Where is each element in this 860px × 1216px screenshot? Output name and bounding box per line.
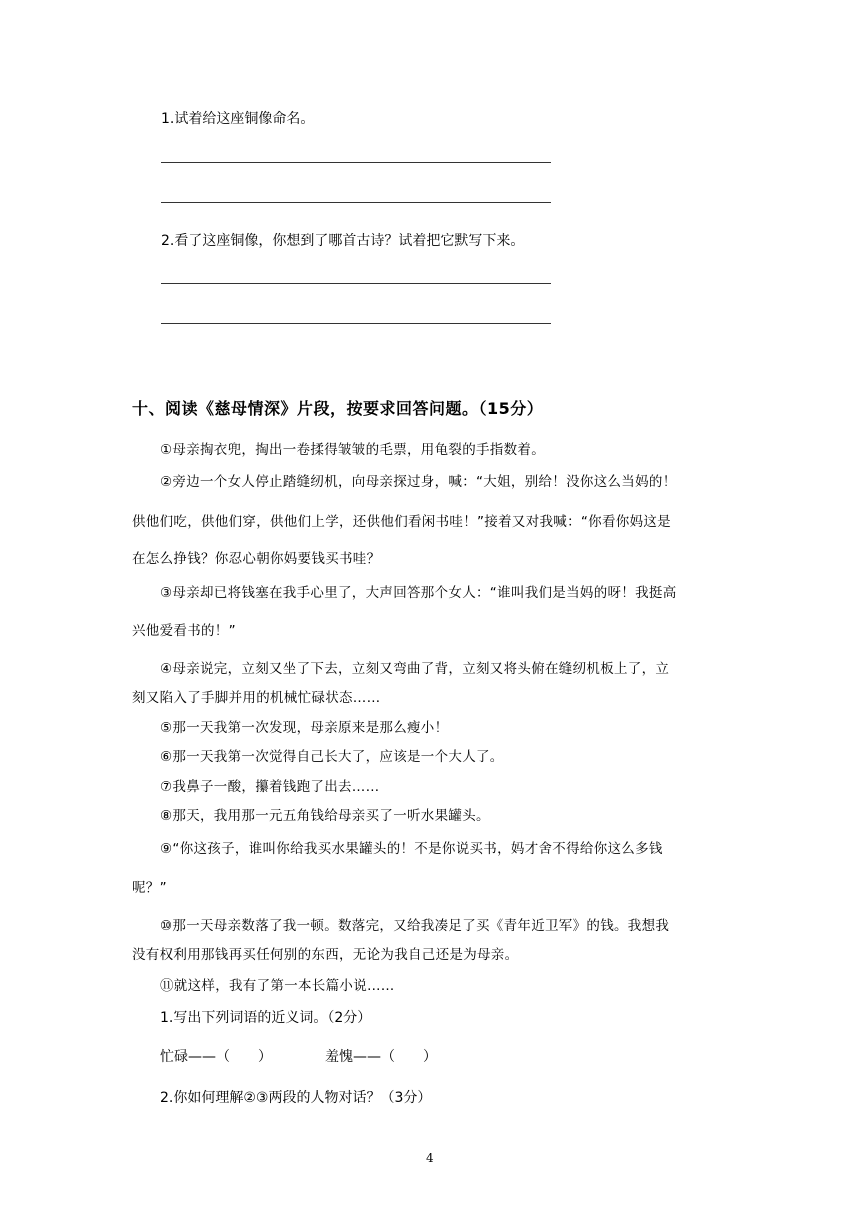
passage-line: 在怎么挣钱？你忍心朝你妈要钱买书哇？ xyxy=(132,551,381,567)
answer-line[interactable] xyxy=(161,202,551,203)
answer-line[interactable] xyxy=(161,283,551,284)
passage-line: 供他们吃，供他们穿，供他们上学，还供他们看闲书哇！”接着又对我喊：“你看你妈这是 xyxy=(132,514,671,530)
passage-line: ⑧那天，我用那一元五角钱给母亲买了一听水果罐头。 xyxy=(160,808,490,824)
answer-line[interactable] xyxy=(161,323,551,324)
page-number: 4 xyxy=(426,1151,434,1165)
passage-line: 呢？” xyxy=(132,880,167,896)
passage-line: ⑪就这样，我有了第一本长篇小说…… xyxy=(160,978,395,994)
passage-line: 没有权利用那钱再买任何别的东西，无论为我自己还是为母亲。 xyxy=(132,947,519,963)
section-10-title: 十、阅读《慈母情深》片段，按要求回答问题。（15分） xyxy=(132,399,544,418)
question-synonyms: 1.写出下列词语的近义词。（2分） xyxy=(160,1010,372,1026)
answer-line[interactable] xyxy=(161,162,551,163)
passage-line: ⑦我鼻子一酸，攥着钱跑了出去…… xyxy=(160,779,380,795)
question-1-name-statue: 1.试着给这座铜像命名。 xyxy=(161,111,315,127)
passage-line: ⑤那一天我第一次发现，母亲原来是那么瘦小！ xyxy=(160,720,449,736)
passage-line: ④母亲说完，立刻又坐了下去，立刻又弯曲了背，立刻又将头俯在缝纫机板上了，立 xyxy=(160,661,670,677)
passage-line: ③母亲却已将钱塞在我手心里了，大声回答那个女人：“谁叫我们是当妈的呀！我挺高 xyxy=(160,585,677,601)
passage-line: 刻又陷入了手脚并用的机械忙碌状态…… xyxy=(132,690,381,706)
passage-line: ②旁边一个女人停止踏缝纫机，向母亲探过身，喊：“大姐，别给！没你这么当妈的！ xyxy=(160,474,677,490)
synonym-item-2: 羞愧——（ ） xyxy=(325,1049,437,1065)
passage-line: ⑨“你这孩子，谁叫你给我买水果罐头的！不是你说买书，妈才舍不得给你这么多钱 xyxy=(160,841,663,857)
question-2-poem: 2.看了这座铜像，你想到了哪首古诗？试着把它默写下来。 xyxy=(161,233,525,249)
passage-line: ①母亲掏衣兜，掏出一卷揉得皱皱的毛票，用龟裂的手指数着。 xyxy=(160,442,546,458)
question-dialogue: 2.你如何理解②③两段的人物对话？（3分） xyxy=(160,1090,432,1106)
passage-line: ⑥那一天我第一次觉得自己长大了，应该是一个大人了。 xyxy=(160,749,504,765)
passage-line: 兴他爱看书的！” xyxy=(132,623,236,639)
passage-line: ⑩那一天母亲数落了我一顿。数落完，又给我凑足了买《青年近卫军》的钱。我想我 xyxy=(160,918,670,934)
synonym-item-1: 忙碌——（ ） xyxy=(160,1049,272,1065)
